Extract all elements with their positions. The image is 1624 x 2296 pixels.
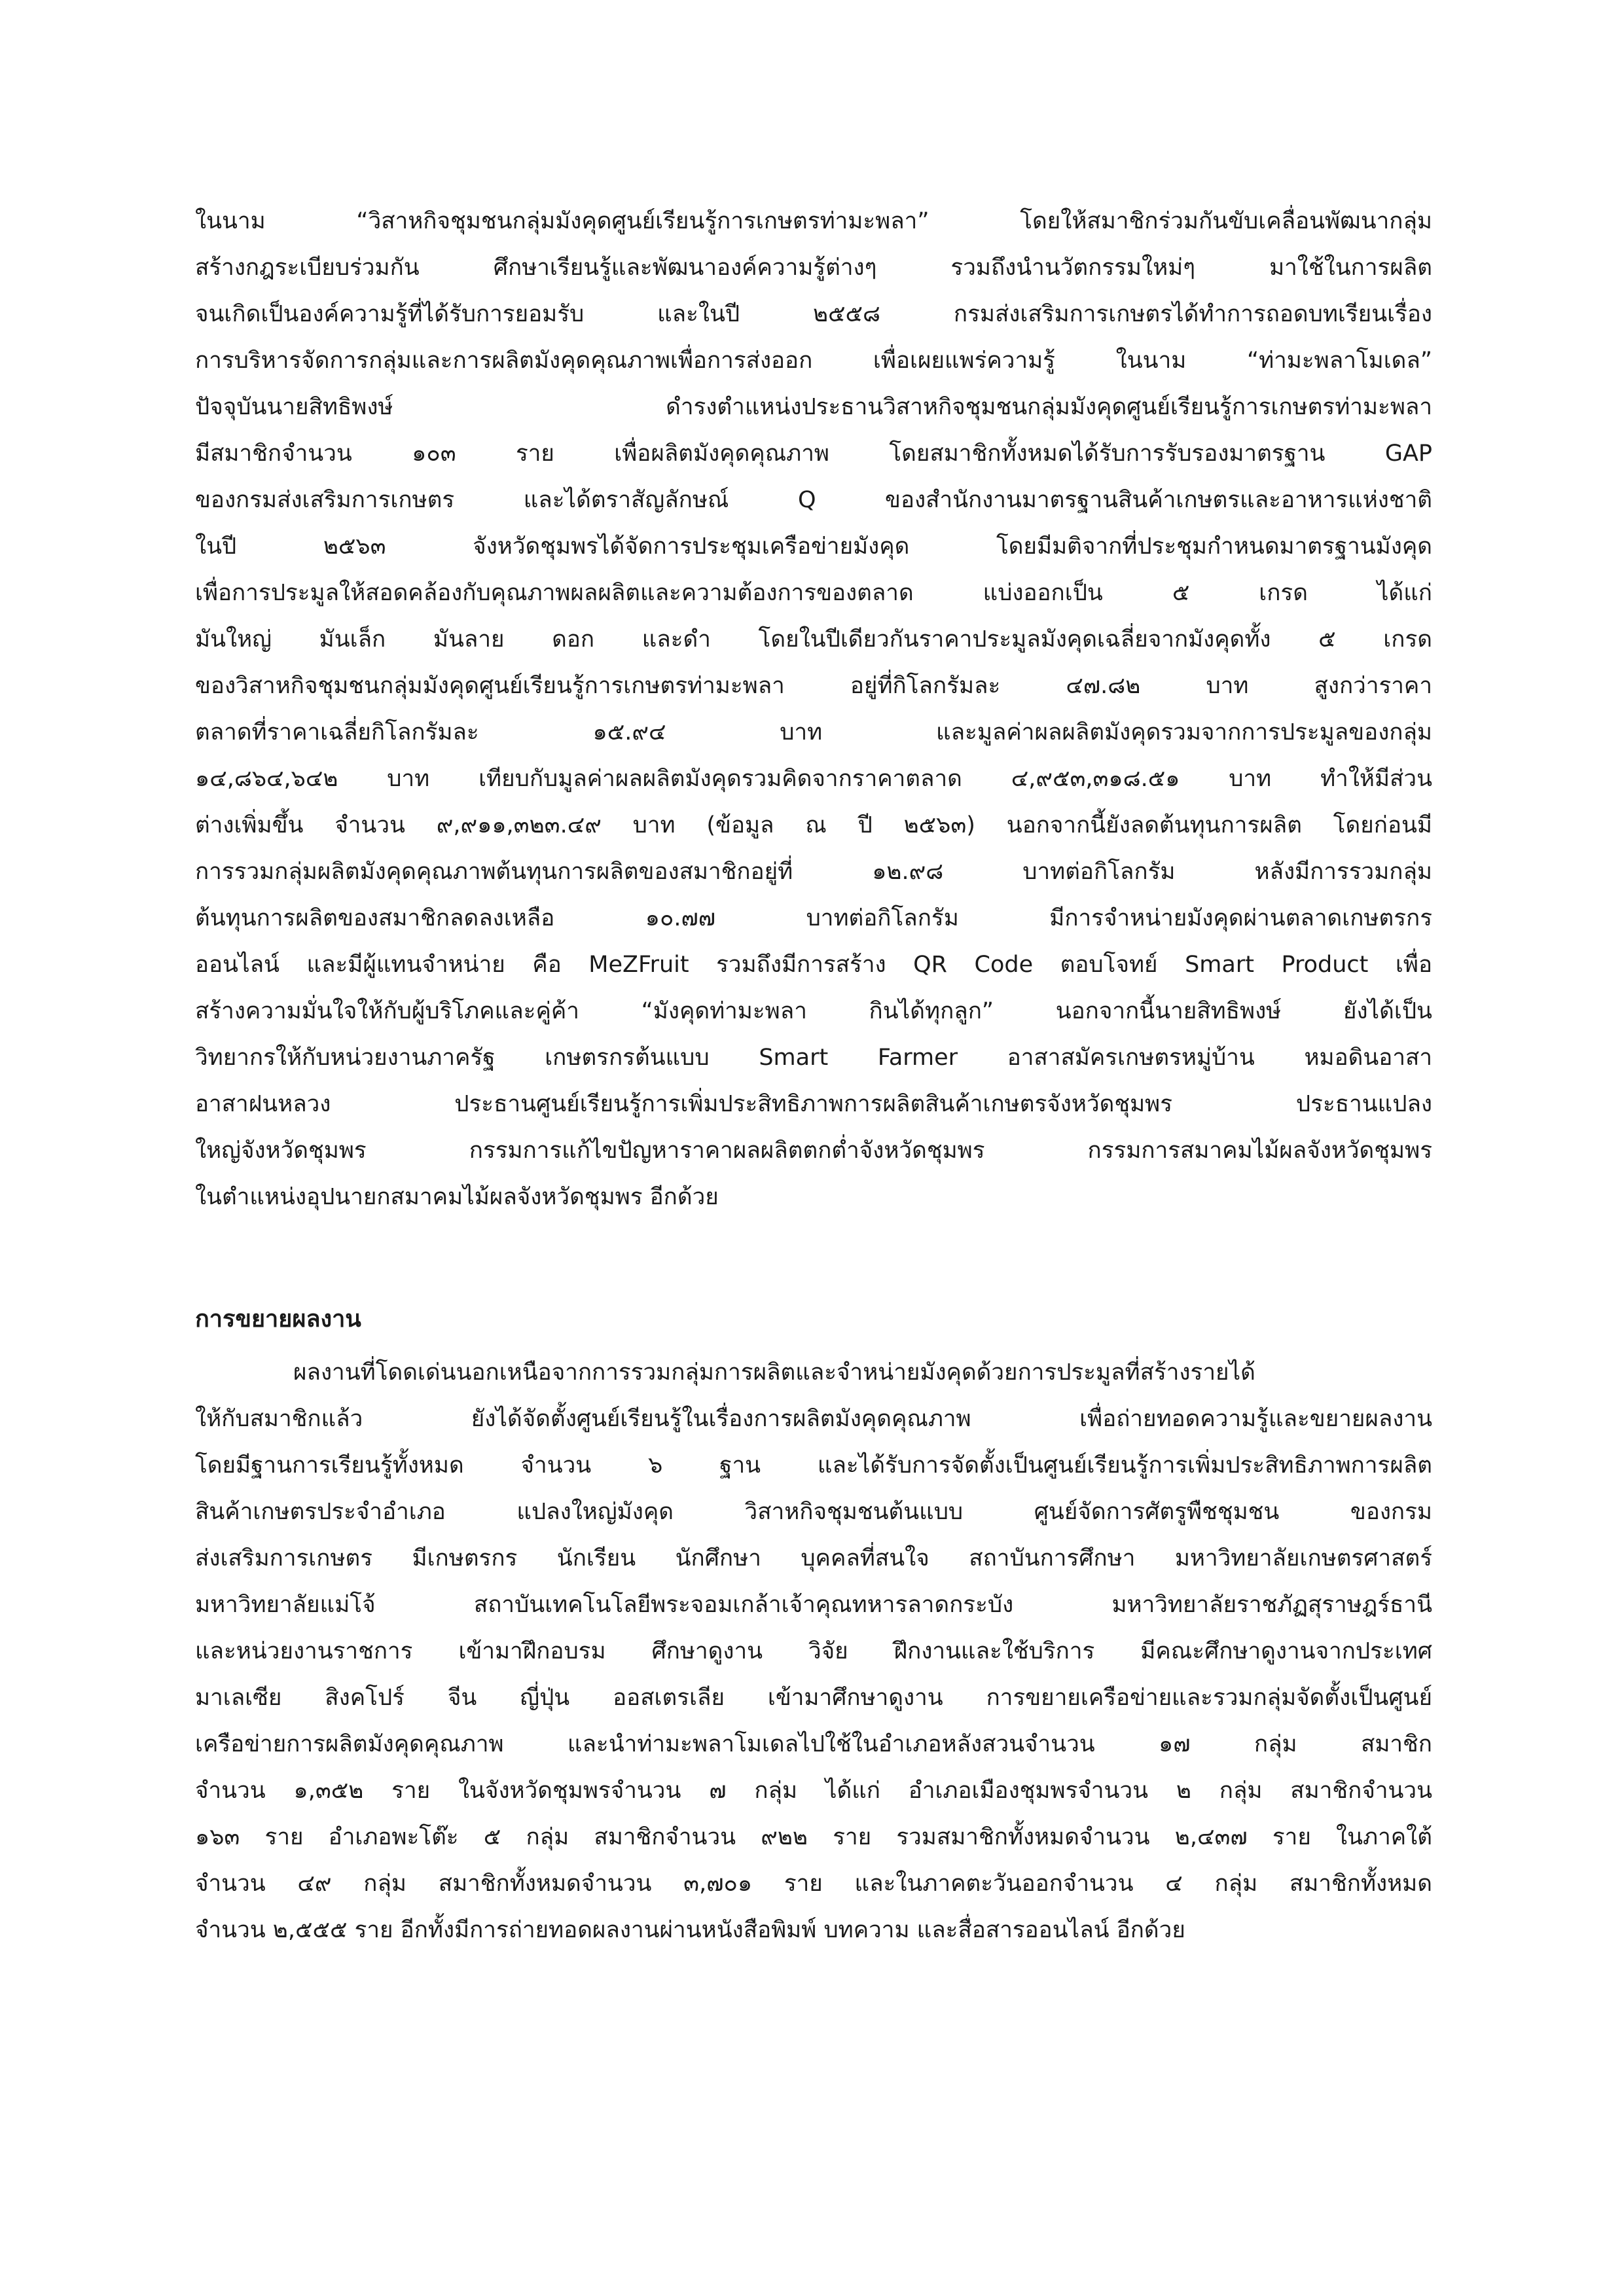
text-line: และหน่วยงานราชการ เข้ามาฝึกอบรม ศึกษาดูงาน วิจัย ฝึกงานและใช้บริการ มีคณะศึกษาดูงานจากประเทศ xyxy=(195,1638,1432,1664)
text-line: เพื่อการประมูลให้สอดคล้องกับคุณภาพผลผลิตและความต้องการของตลาด แบ่งออกเป็น ๕ เกรด ได้แก่ xyxy=(195,580,1432,606)
text-line: ใหญ่จังหวัดชุมพร กรรมการแก้ไขปัญหาราคาผลผลิตตกต่ำจังหวัดชุมพร กรรมการสมาคมไม้ผลจังหวัดชุมพร xyxy=(195,1138,1432,1164)
text-line: ในตำแหน่งอุปนายกสมาคมไม้ผลจังหวัดชุมพร อีกด้วย xyxy=(195,1184,719,1210)
text-line: เครือข่ายการผลิตมังคุดคุณภาพ และนำท่ามะพลาโมเดลไปใช้ในอำเภอหลังสวนจำนวน ๑๗ กลุ่ม สมาชิก xyxy=(195,1731,1432,1757)
section-heading: การขยายผลงาน xyxy=(195,1306,361,1333)
text-line: ในนาม “วิสาหกิจชุมชนกลุ่มมังคุดศูนย์เรียนรู้การเกษตรท่ามะพลา” โดยให้สมาชิกร่วมกันขับเคลื่อนพัฒนากลุ่ม xyxy=(195,208,1432,234)
text-line: มีสมาชิกจำนวน ๑๐๓ ราย เพื่อผลิตมังคุดคุณภาพ โดยสมาชิกทั้งหมดได้รับการรับรองมาตรฐาน GAP xyxy=(195,440,1432,467)
text-line: มาเลเซีย สิงคโปร์ จีน ญี่ปุ่น ออสเตรเลีย เข้ามาศึกษาดูงาน การขยายเครือข่ายและรวมกลุ่มจัดตั้งเป็นศูนย์ xyxy=(195,1685,1432,1711)
text-line: อาสาฝนหลวง ประธานศูนย์เรียนรู้การเพิ่มประสิทธิภาพการผลิตสินค้าเกษตรจังหวัดชุมพร ประธานแปลง xyxy=(195,1091,1432,1117)
text-line: จนเกิดเป็นองค์ความรู้ที่ได้รับการยอมรับ และในปี ๒๕๕๘ กรมส่งเสริมการเกษตรได้ทำการถอดบทเรียนเรื่อง xyxy=(195,301,1432,327)
text-line: ๑๖๓ ราย อำเภอพะโต๊ะ ๕ กลุ่ม สมาชิกจำนวน ๙๒๒ ราย รวมสมาชิกทั้งหมดจำนวน ๒,๔๓๗ ราย ในภาคใต้ xyxy=(195,1824,1432,1850)
text-line: จำนวน ๔๙ กลุ่ม สมาชิกทั้งหมดจำนวน ๓,๗๐๑ ราย และในภาคตะวันออกจำนวน ๔ กลุ่ม สมาชิกทั้งหมด xyxy=(195,1871,1432,1897)
body-paragraph-2 xyxy=(195,1350,1432,1954)
text-line: สร้างความมั่นใจให้กับผู้บริโภคและคู่ค้า “มังคุดท่ามะพลา กินได้ทุกลูก” นอกจากนี้นายสิทธิพงษ์ ยังได้เป็น xyxy=(195,998,1432,1024)
text-line: มหาวิทยาลัยแม่โจ้ สถาบันเทคโนโลยีพระจอมเกล้าเจ้าคุณทหารลาดกระบัง มหาวิทยาลัยราชภัฏสุราษฎร์ธานี xyxy=(195,1592,1432,1618)
text-line: จำนวน ๒,๕๕๕ ราย อีกทั้งมีการถ่ายทอดผลงานผ่านหนังสือพิมพ์ บทความ และสื่อสารออนไลน์ อีกด้วย xyxy=(195,1917,1185,1943)
text-line: วิทยากรให้กับหน่วยงานภาครัฐ เกษตรกรต้นแบบ Smart Farmer อาสาสมัครเกษตรหมู่บ้าน หมอดินอาสา xyxy=(195,1045,1432,1071)
text-line: ต้นทุนการผลิตของสมาชิกลดลงเหลือ ๑๐.๗๗ บาทต่อกิโลกรัม มีการจำหน่ายมังคุดผ่านตลาดเกษตรกร xyxy=(195,905,1432,931)
text-line: จำนวน ๑,๓๕๒ ราย ในจังหวัดชุมพรจำนวน ๗ กลุ่ม ได้แก่ อำเภอเมืองชุมพรจำนวน ๒ กลุ่ม สมาชิกจำนวน xyxy=(195,1778,1432,1804)
text-line: โดยมีฐานการเรียนรู้ทั้งหมด จำนวน ๖ ฐาน และได้รับการจัดตั้งเป็นศูนย์เรียนรู้การเพิ่มประสิทธิภาพการผลิต xyxy=(195,1452,1432,1479)
text-line: ๑๔,๘๖๔,๖๔๒ บาท เทียบกับมูลค่าผลผลิตมังคุดรวมคิดจากราคาตลาด ๔,๙๕๓,๓๑๘.๕๑ บาท ทำให้มีส่วน xyxy=(195,766,1432,792)
text-line: ของกรมส่งเสริมการเกษตร และได้ตราสัญลักษณ์ Q ของสำนักงานมาตรฐานสินค้าเกษตรและอาหารแห่งชาติ xyxy=(195,487,1432,513)
text-line: การรวมกลุ่มผลิตมังคุดคุณภาพต้นทุนการผลิตของสมาชิกอยู่ที่ ๑๒.๙๘ บาทต่อกิโลกรัม หลังมีการรวมกลุ่ม xyxy=(195,859,1432,885)
text-line: ตลาดที่ราคาเฉลี่ยกิโลกรัมละ ๑๕.๙๔ บาท และมูลค่าผลผลิตมังคุดรวมจากการประมูลของกลุ่ม xyxy=(195,719,1432,745)
text-line: ในปี ๒๕๖๓ จังหวัดชุมพรได้จัดการประชุมเครือข่ายมังคุด โดยมีมติจากที่ประชุมกำหนดมาตรฐานมังคุด xyxy=(195,533,1432,560)
text-line: ส่งเสริมการเกษตร มีเกษตรกร นักเรียน นักศึกษา บุคคลที่สนใจ สถาบันการศึกษา มหาวิทยาลัยเกษตรศาสตร์ xyxy=(195,1545,1432,1571)
text-line: การบริหารจัดการกลุ่มและการผลิตมังคุดคุณภาพเพื่อการส่งออก เพื่อเผยแพร่ความรู้ ในนาม “ท่ามะพลาโมเดล” xyxy=(195,348,1432,374)
text-line: ออนไลน์ และมีผู้แทนจำหน่าย คือ MeZFruit รวมถึงมีการสร้าง QR Code ตอบโจทย์ Smart Product เพื่อ xyxy=(195,952,1432,978)
text-line: มันใหญ่ มันเล็ก มันลาย ดอก และดำ โดยในปีเดียวกันราคาประมูลมังคุดเฉลี่ยจากมังคุดทั้ง ๕ เกรด xyxy=(195,626,1432,653)
text-line: ผลงานที่โดดเด่นนอกเหนือจากการรวมกลุ่มการผลิตและจำหน่ายมังคุดด้วยการประมูลที่สร้างรายได้ xyxy=(293,1359,1255,1386)
text-line: ให้กับสมาชิกแล้ว ยังได้จัดตั้งศูนย์เรียนรู้ในเรื่องการผลิตมังคุดคุณภาพ เพื่อถ่ายทอดความรู้และขยายผลงาน xyxy=(195,1406,1432,1432)
text-line: ต่างเพิ่มขึ้น จำนวน ๙,๙๑๑,๓๒๓.๔๙ บาท (ข้อมูล ณ ปี ๒๕๖๓) นอกจากนี้ยังลดต้นทุนการผลิต โดยก่อนมี xyxy=(195,812,1432,838)
text-line: สินค้าเกษตรประจำอำเภอ แปลงใหญ่มังคุด วิสาหกิจชุมชนต้นแบบ ศูนย์จัดการศัตรูพืชชุมชน ของกรม xyxy=(195,1499,1432,1525)
text-line: ปัจจุบันนายสิทธิพงษ์ ดำรงตำแหน่งประธานวิสาหกิจชุมชนกลุ่มมังคุดศูนย์เรียนรู้การเกษตรท่ามะพลา xyxy=(195,394,1432,420)
text-line: สร้างกฎระเบียบร่วมกัน ศึกษาเรียนรู้และพัฒนาองค์ความรู้ต่างๆ รวมถึงนำนวัตกรรมใหม่ๆ มาใช้ในการผลิต xyxy=(195,255,1432,281)
text-line: ของวิสาหกิจชุมชนกลุ่มมังคุดศูนย์เรียนรู้การเกษตรท่ามะพลา อยู่ที่กิโลกรัมละ ๔๗.๘๒ บาท สูงกว่าราคา xyxy=(195,673,1432,699)
body-paragraph-1 xyxy=(195,198,1432,1221)
